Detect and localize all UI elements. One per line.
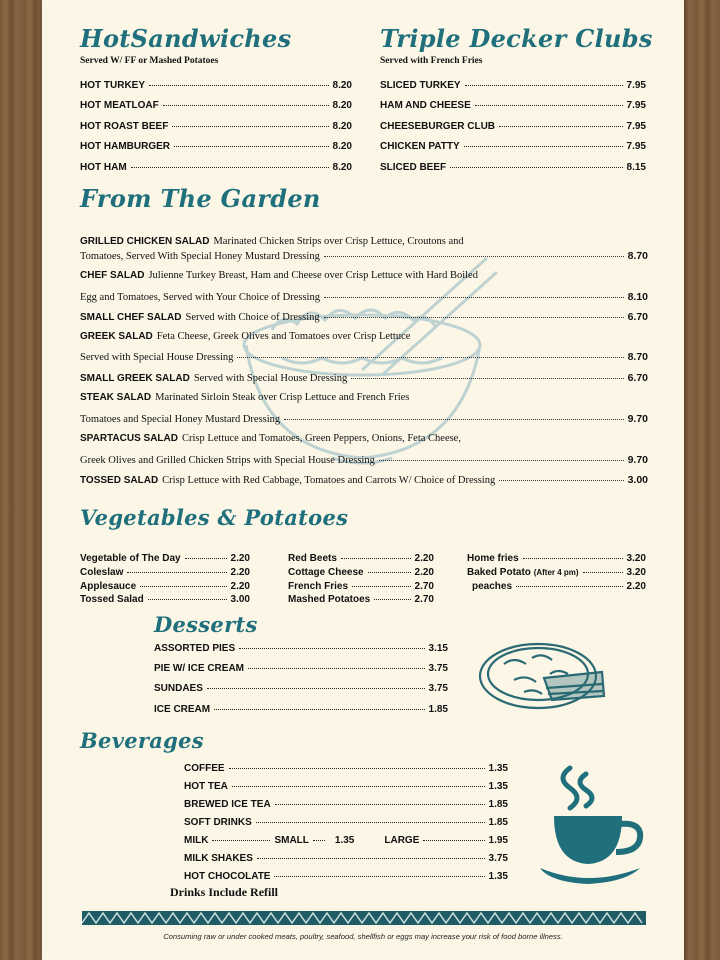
menu-item: Red Beets 2.20 [288, 553, 434, 564]
menu-item: HOT MEATLOAF 8.20 [80, 100, 352, 111]
salad-line: SPARTACUS SALAD Crisp Lettuce and Tomatoes, Green Peppers, Onions, Feta Cheese, [80, 433, 461, 444]
menu-item: COFFEE 1.35 [184, 763, 508, 774]
triple-decker-subtitle: Served with French Fries [380, 56, 483, 66]
menu-item: peaches 2.20 [472, 581, 646, 592]
menu-item: ICE CREAM 1.85 [154, 704, 448, 715]
garden-title: From The Garden [80, 184, 321, 213]
menu-item: MILK SHAKES 3.75 [184, 853, 508, 864]
menu-item: SUNDAES 3.75 [154, 683, 448, 694]
salad-line: Tomatoes, Served With Special Honey Mustard Dressing 8.70 [80, 250, 648, 262]
hot-sandwiches-title: HotSandwiches [80, 24, 292, 53]
salad-line: Served with Special House Dressing 8.70 [80, 351, 648, 363]
menu-item: SLICED BEEF 8.15 [380, 162, 646, 173]
pie-icon [474, 634, 614, 722]
menu-item: BREWED ICE TEA 1.85 [184, 799, 508, 810]
salad-line: Egg and Tomatoes, Served with Your Choice of Dressing 8.10 [80, 291, 648, 303]
triple-decker-title: Triple Decker Clubs [380, 24, 653, 53]
menu-item: HOT HAM 8.20 [80, 162, 352, 173]
health-disclaimer: Consuming raw or under cooked meats, poultry, seafood, shellfish or eggs may increase your risk of food borne illness. [163, 932, 563, 941]
decorative-border [82, 911, 646, 925]
salad-line: Greek Olives and Grilled Chicken Strips with Special House Dressing 9.70 [80, 454, 648, 466]
menu-item: CHEESEBURGER CLUB 7.95 [380, 121, 646, 132]
menu-item: SOFT DRINKS 1.85 [184, 817, 508, 828]
menu-item: HOT CHOCOLATE 1.35 [184, 871, 508, 882]
salad-line: CHEF SALAD Julienne Turkey Breast, Ham and Cheese over Crisp Lettuce with Hard Boiled [80, 270, 478, 281]
salad-line: STEAK SALAD Marinated Sirloin Steak over Crisp Lettuce and French Fries [80, 392, 410, 403]
menu-item: HAM AND CHEESE 7.95 [380, 100, 646, 111]
menu-item: Mashed Potatoes 2.70 [288, 594, 434, 605]
menu-item: CHICKEN PATTY 7.95 [380, 141, 646, 152]
menu-sheet [42, 0, 684, 960]
menu-item: Tossed Salad 3.00 [80, 594, 250, 605]
desserts-title: Desserts [154, 612, 258, 637]
milk-row: MILK SMALL 1.35 LARGE 1.95 [184, 835, 508, 846]
menu-item: HOT TURKEY 8.20 [80, 80, 352, 91]
salad-line: GREEK SALAD Feta Cheese, Greek Olives and Tomatoes over Crisp Lettuce [80, 331, 411, 342]
menu-item: Home fries 3.20 [467, 553, 646, 564]
menu-item: Baked Potato (After 4 pm) 3.20 [467, 567, 646, 578]
menu-item: Coleslaw 2.20 [80, 567, 250, 578]
menu-item: HOT HAMBURGER 8.20 [80, 141, 352, 152]
hot-sandwiches-subtitle: Served W/ FF or Mashed Potatoes [80, 56, 219, 66]
salad-line: SMALL GREEK SALAD Served with Special House Dressing 6.70 [80, 372, 648, 384]
menu-item: HOT ROAST BEEF 8.20 [80, 121, 352, 132]
menu-item: French Fries 2.70 [288, 581, 434, 592]
salad-line: GRILLED CHICKEN SALAD Marinated Chicken Strips over Crisp Lettuce, Croutons and [80, 236, 464, 247]
coffee-cup-icon [536, 764, 652, 890]
menu-item: Vegetable of The Day 2.20 [80, 553, 250, 564]
salad-line: TOSSED SALAD Crisp Lettuce with Red Cabbage, Tomatoes and Carrots W/ Choice of Dressing 3.00 [80, 474, 648, 486]
vegetables-title: Vegetables & Potatoes [80, 505, 349, 530]
menu-item: Cottage Cheese 2.20 [288, 567, 434, 578]
menu-item: SLICED TURKEY 7.95 [380, 80, 646, 91]
menu-item: Applesauce 2.20 [80, 581, 250, 592]
refill-note: Drinks Include Refill [170, 885, 279, 899]
menu-item: PIE W/ ICE CREAM 3.75 [154, 663, 448, 674]
salad-line: Tomatoes and Special Honey Mustard Dressing 9.70 [80, 413, 648, 425]
salad-line: SMALL CHEF SALAD Served with Choice of Dressing 6.70 [80, 311, 648, 323]
menu-item: ASSORTED PIES 3.15 [154, 643, 448, 654]
beverages-title: Beverages [80, 728, 204, 753]
menu-item: HOT TEA 1.35 [184, 781, 508, 792]
